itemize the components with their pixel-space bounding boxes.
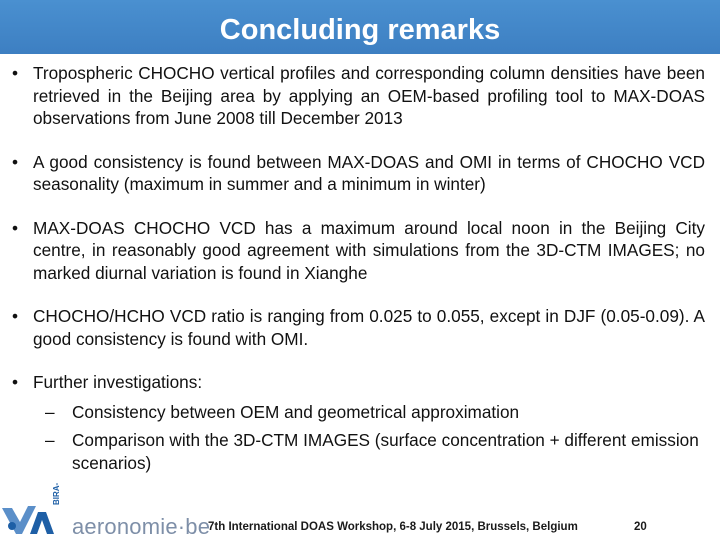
bullet-text: MAX-DOAS CHOCHO VCD has a maximum around local noon in the Beijing City centre, in reasonably good agreement with simulations from the 3D-CTM IMAGES; no marked diurnal variation is found in Xianghe	[33, 217, 705, 283]
bullet-item	[10, 371, 705, 394]
slide-title: Concluding remarks	[219, 14, 501, 46]
bullet-marker: •	[12, 63, 19, 83]
bullet-text: CHOCHO/HCHO VCD ratio is ranging from 0.025 to 0.055, except in DJF (0.05-0.09). A good consistency is found with OMI.	[33, 306, 705, 349]
sub-bullet-marker: –	[45, 401, 55, 422]
bullet-text: Further investigations:	[33, 372, 203, 392]
sub-bullet-text: Comparison with the 3D-CTM IMAGES (surface concentration + different emission scenarios)	[72, 430, 699, 473]
bullet-marker: •	[12, 217, 19, 238]
bullet-item	[10, 151, 705, 196]
sub-bullet-item	[10, 401, 705, 424]
bullet-marker: •	[12, 372, 19, 392]
bullet-text: A good consistency is found between MAX-DOAS and OMI in terms of CHOCHO VCD seasonality (maximum in summer and a minimum in winter)	[33, 151, 705, 194]
footer-event: 7th International DOAS Workshop, 6-8 July 2015, Brussels, Belgium	[208, 521, 578, 533]
logo-label: BIRA-	[52, 482, 61, 505]
bullet-marker: •	[12, 151, 19, 172]
sub-bullet-text: Consistency between OEM and geometrical approximation	[72, 401, 520, 422]
slide-content	[10, 62, 705, 474]
bullet-marker: •	[12, 306, 19, 326]
sub-bullet-marker: –	[45, 430, 55, 450]
page-number: 20	[634, 521, 647, 533]
sub-bullet-item	[10, 429, 705, 474]
logo-wordmark: aeronomie·be	[72, 514, 211, 539]
bullet-item	[10, 217, 705, 285]
bullet-item	[10, 305, 705, 350]
bullet-item	[10, 62, 705, 130]
bullet-text: Tropospheric CHOCHO vertical profiles and corresponding column densities have been retrieved in the Beijing area by applying an OEM-based profiling tool to MAX-DOAS observations from June 2008 till December 2013	[33, 63, 705, 128]
